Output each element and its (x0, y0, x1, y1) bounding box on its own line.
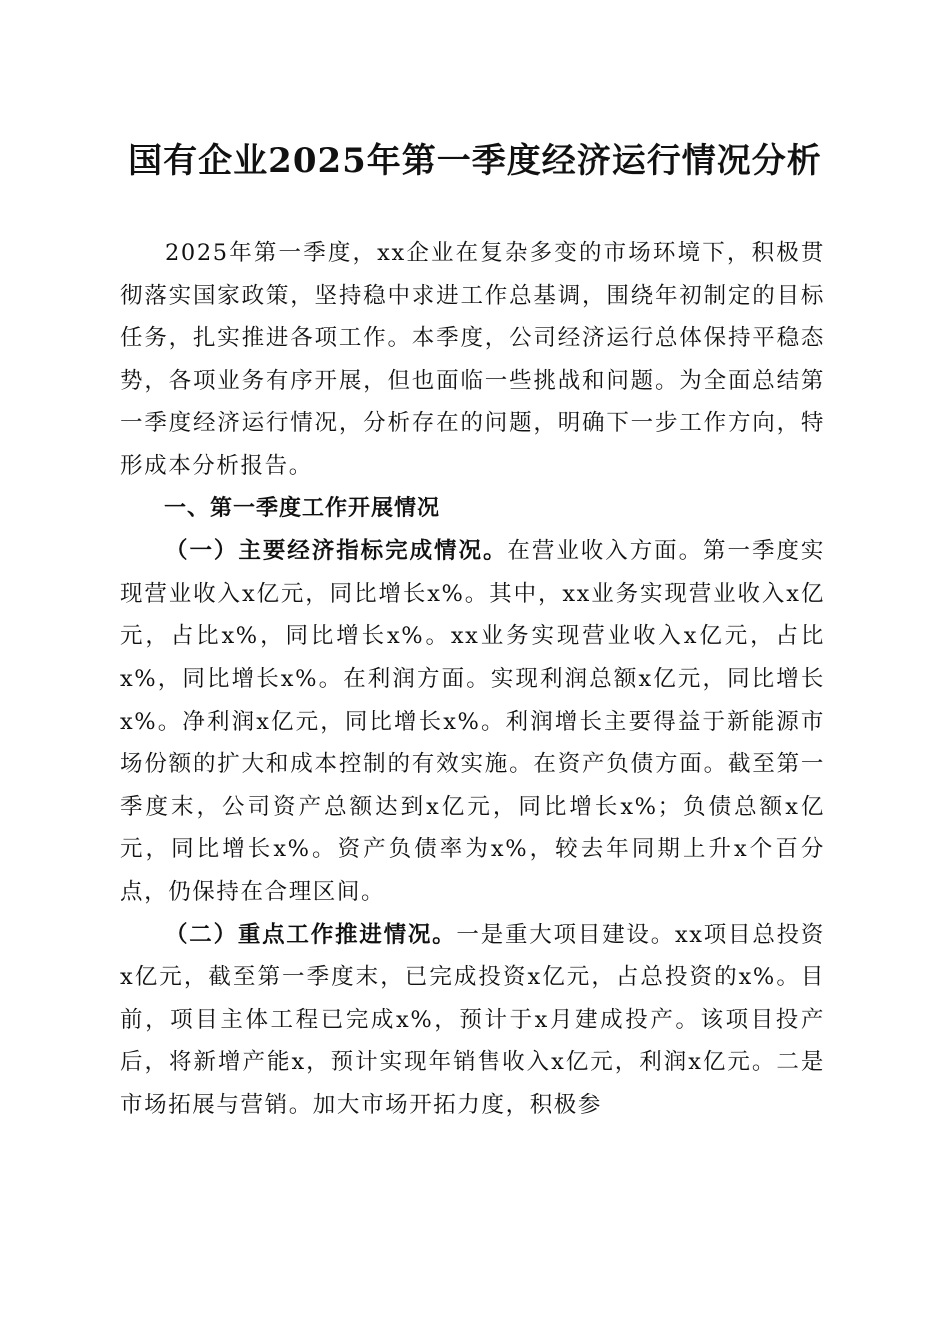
section-heading: 一、第一季度工作开展情况 (164, 495, 441, 521)
subsection-1-text: 在营业收入方面。第一季度实现营业收入x亿元，同比增长x%。其中，xx业务实现营业收入x亿元，占比x%，同比增长x%。xx业务实现营业收入x亿元，占比x%，同比增长x%。在利润方面。实现利润总额x亿元，同比增长x%。净利润x亿元，同比增长x%。利润增长主要得益于新能源市场份额的扩大和成本控制的有效实施。在资产负债方面。截至第一季度末，公司资产总额达到x亿元，同比增长x%；负债总额x亿元，同比增长x%。资产负债率为x%，较去年同期上升x个百分点，仍保持在合理区间。 (120, 538, 825, 905)
subsection-1-label: （一）主要经济指标完成情况。 (165, 538, 508, 565)
subsection-2-text: 一是重大项目建设。xx项目总投资x亿元，截至第一季度末，已完成投资x亿元，占总投资的x%。目前，项目主体工程已完成x%，预计于x月建成投产。该项目投产后，将新增产能x，预计实现年销售收入x亿元，利润x亿元。二是市场拓展与营销。加大市场开拓力度，积极参 (120, 921, 825, 1118)
document-body (120, 232, 825, 1126)
document-title: 国有企业2025年第一季度经济运行情况分析 (128, 141, 822, 181)
subsection-1-paragraph (120, 530, 825, 913)
intro-paragraph: 2025年第一季度，xx企业在复杂多变的市场环境下，积极贯彻落实国家政策，坚持稳中求进工作总基调，围绕年初制定的目标任务，扎实推进各项工作。本季度，公司经济运行总体保持平稳态势，各项业务有序开展，但也面临一些挑战和问题。为全面总结第一季度经济运行情况，分析存在的问题，明确下一步工作方向，特形成本分析报告。 (120, 240, 825, 479)
subsection-2-paragraph (120, 914, 825, 1127)
subsection-2-label: （二）重点工作推进情况。 (165, 921, 457, 948)
